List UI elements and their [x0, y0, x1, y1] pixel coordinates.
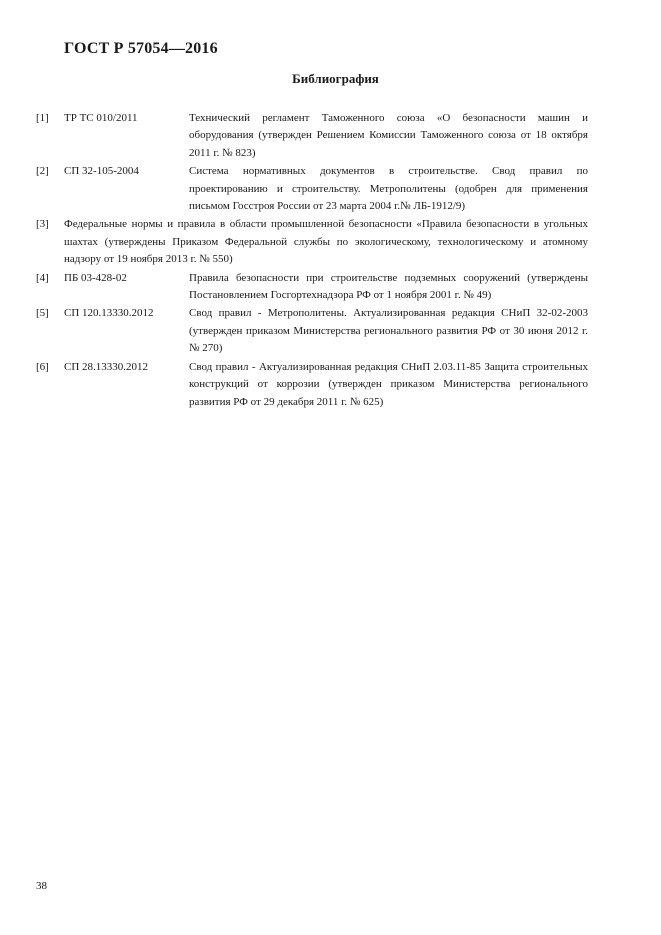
bibliography-entry [36, 163, 588, 215]
entry-text: Свод правил - Метрополитены. Актуализированная редакция СНиП 32-02-2003 (утвержден приказом Министерства регионального развития РФ от 30 июня 2012 г. № 270) [189, 307, 588, 355]
entry-code: ПБ 03-428-02 [64, 271, 127, 284]
bibliography-list [36, 110, 588, 412]
bibliography-entry [36, 270, 588, 305]
entry-number: [1] [36, 112, 49, 124]
bibliography-entry [36, 110, 588, 162]
entry-code: СП 28.13330.2012 [64, 360, 149, 373]
entry-number: [6] [36, 360, 49, 373]
bibliography-entry [36, 359, 588, 411]
entry-number: [3] [36, 218, 49, 231]
entry-number: [4] [36, 271, 49, 284]
section-title: Библиография [292, 71, 379, 86]
entry-number: [5] [36, 307, 49, 320]
bibliography-entry [36, 216, 588, 268]
entry-text: Система нормативных документов в строительстве. Свод правил по проектированию и строительству. Метрополитены (одобрен для применения письмом Госстроя России от 23 марта 2004 г.№ ЛБ-1912/9) [189, 165, 588, 213]
entry-code: СП 32-105-2004 [64, 165, 139, 178]
bibliography-entry [36, 305, 588, 357]
entry-text: Правила безопасности при строительстве подземных сооружений (утверждены Постановлением Госгортехнадзора РФ от 1 ноября 2001 г. № 49) [189, 271, 588, 302]
entry-code: СП 120.13330.2012 [64, 307, 154, 320]
entry-text: Свод правил - Актуализированная редакция СНиП 2.03.11-85 Защита строительных конструкций от коррозии (утвержден приказом Министерства регионального развития РФ от 29 декабря 2011 г. № 625) [189, 360, 588, 408]
entry-text: Федеральные нормы и правила в области промышленной безопасности «Правила безопасности в угольных шахтах (утверждены Приказом Федеральной службы по экологическому, технологическому и атомному надзору от 19 ноября 2013 г. № 550) [64, 218, 588, 266]
entry-text: Технический регламент Таможенного союза «О безопасности машин и оборудования (утвержден Решением Комиссии Таможенного союза от 18 октября 2011 г. № 823) [189, 112, 588, 159]
page-number: 38 [36, 880, 47, 892]
entry-number: [2] [36, 165, 49, 178]
entry-code: ТР ТС 010/2011 [64, 112, 138, 124]
document-standard-header: ГОСТ Р 57054—2016 [64, 40, 218, 57]
